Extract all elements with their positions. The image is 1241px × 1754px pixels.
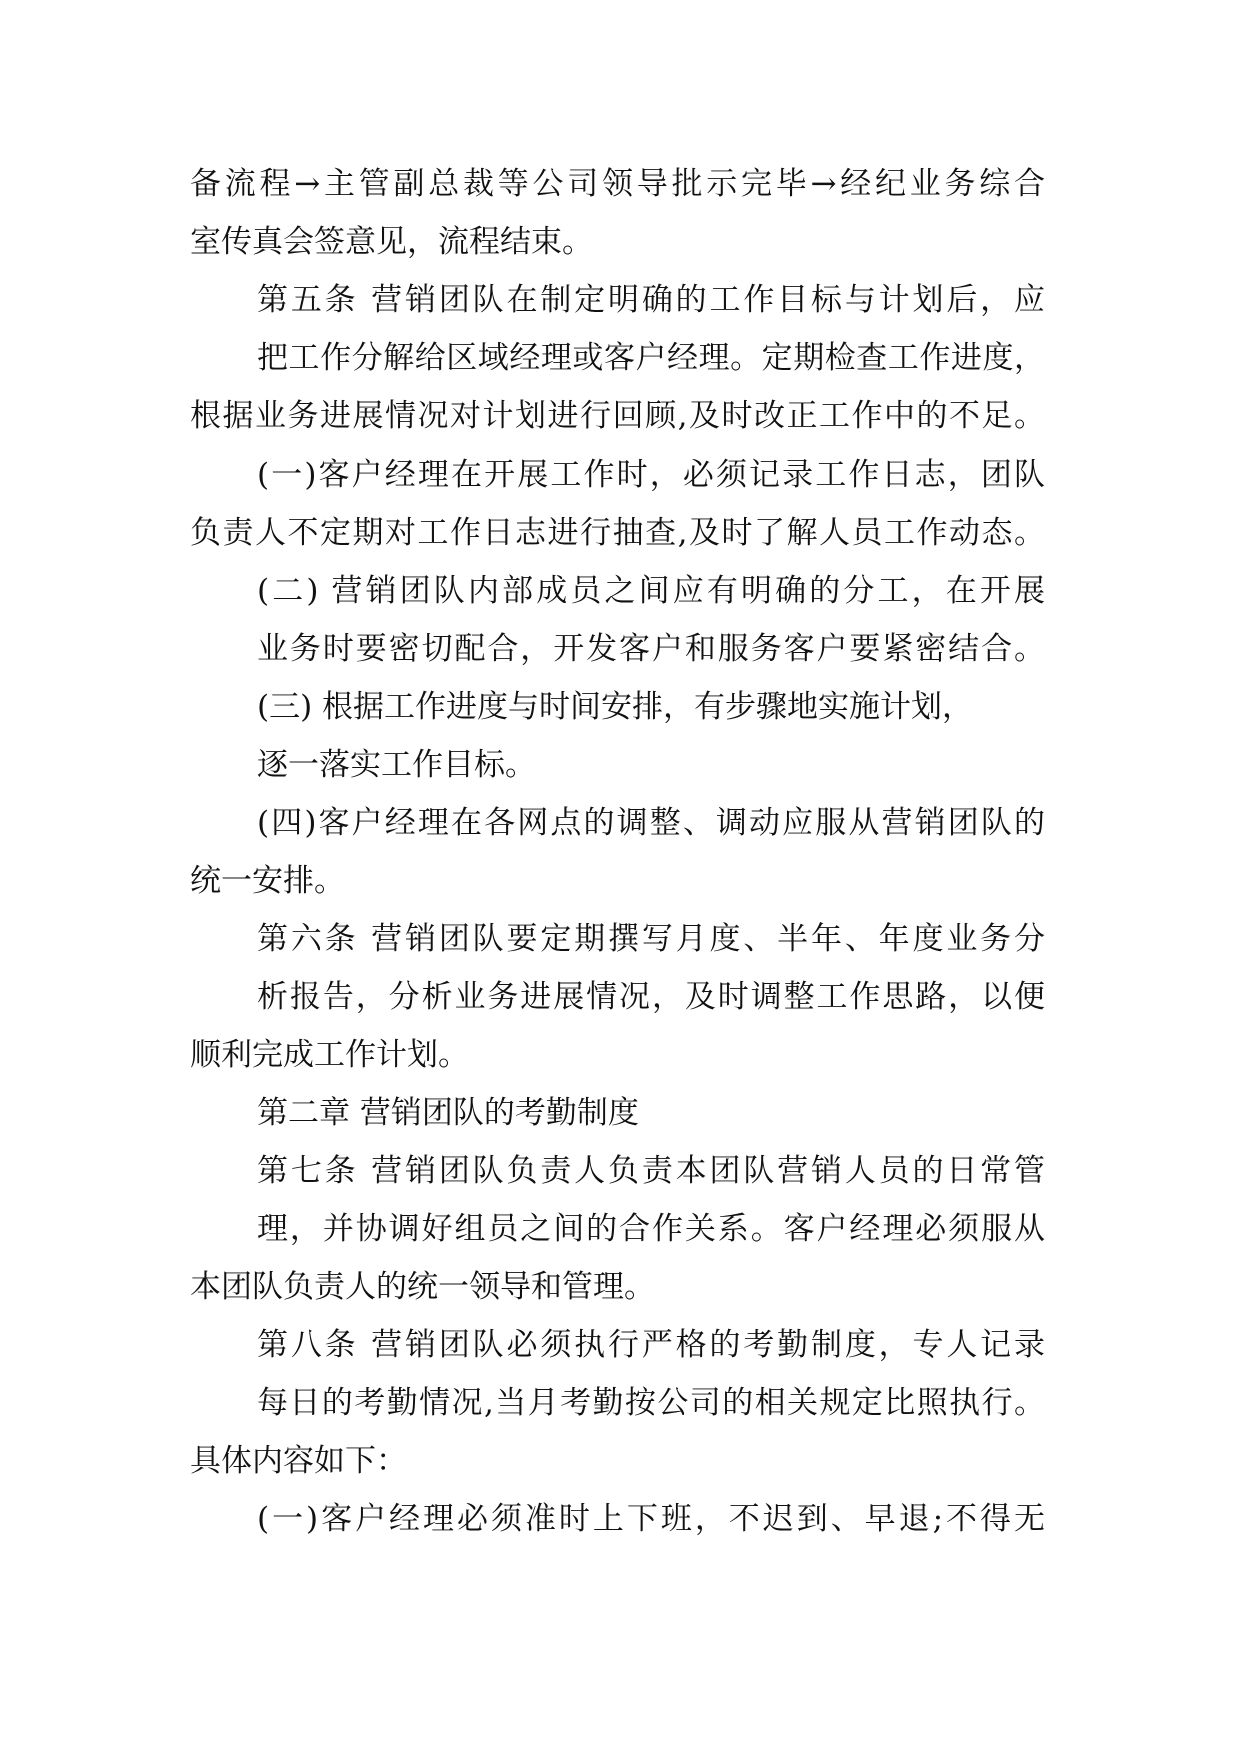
text-line: 析报告，分析业务进展情况，及时调整工作思路，以便 <box>257 979 1045 1015</box>
text-line: 具体内容如下： <box>190 1443 407 1479</box>
text-line: 第七条 营销团队负责人负责本团队营销人员的日常管 <box>257 1153 1045 1189</box>
section-heading: 第二章 营销团队的考勤制度 <box>257 1095 639 1131</box>
text-line: 本团队负责人的统一领导和管理。 <box>190 1269 655 1305</box>
text-line: 备流程→主管副总裁等公司领导批示完毕→经纪业务综合 <box>190 166 1045 202</box>
text-line: (一)客户经理必须准时上下班，不迟到、早退;不得无 <box>257 1501 1045 1537</box>
text-line: 第八条 营销团队必须执行严格的考勤制度，专人记录 <box>257 1327 1045 1363</box>
text-line: (四)客户经理在各网点的调整、调动应服从营销团队的 <box>257 805 1045 841</box>
text-line: 统一安排。 <box>190 863 345 899</box>
text-line: 室传真会签意见，流程结束。 <box>190 224 593 260</box>
text-line: 第六条 营销团队要定期撰写月度、半年、年度业务分 <box>257 921 1045 957</box>
text-line: 理，并协调好组员之间的合作关系。客户经理必须服从 <box>257 1211 1045 1247</box>
text-line: 业务时要密切配合，开发客户和服务客户要紧密结合。 <box>257 631 1045 667</box>
text-line: 顺利完成工作计划。 <box>190 1037 469 1073</box>
text-line: 根据业务进展情况对计划进行回顾,及时改正工作中的不足。 <box>190 398 1045 434</box>
text-line: 第五条 营销团队在制定明确的工作目标与计划后，应 <box>257 282 1045 318</box>
text-line: 负责人不定期对工作日志进行抽查,及时了解人员工作动态。 <box>190 515 1045 551</box>
text-line: (一)客户经理在开展工作时，必须记录工作日志，团队 <box>257 457 1045 493</box>
text-line: 把工作分解给区域经理或客户经理。定期检查工作进度， <box>257 340 1045 376</box>
text-line: (二) 营销团队内部成员之间应有明确的分工，在开展 <box>257 573 1045 609</box>
text-line: 逐一落实工作目标。 <box>257 747 536 783</box>
text-line: (三) 根据工作进度与时间安排，有步骤地实施计划， <box>257 689 974 725</box>
text-line: 每日的考勤情况,当月考勤按公司的相关规定比照执行。 <box>257 1385 1045 1421</box>
